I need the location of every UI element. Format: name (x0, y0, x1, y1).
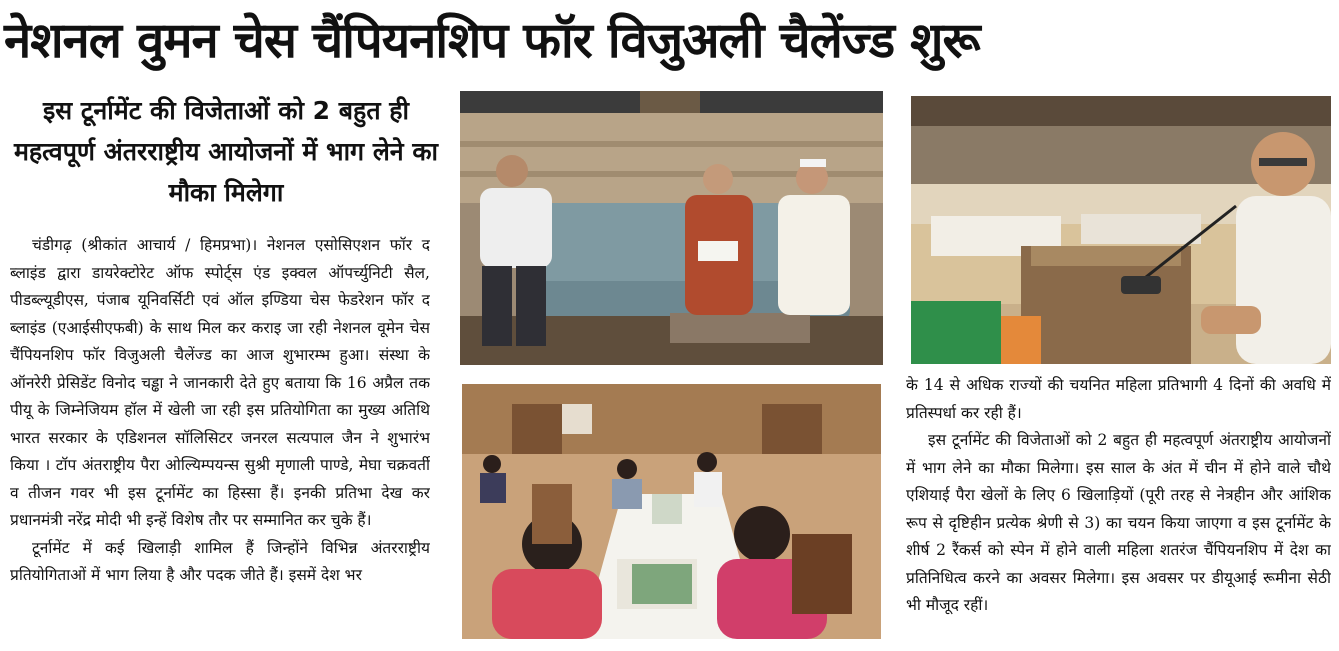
photo-guests (460, 91, 883, 365)
photo-speaker-image (911, 96, 1331, 364)
photo-guests-image (460, 91, 883, 365)
article-paragraph: टूर्नामेंट में कई खिलाड़ी शामिल हैं जिन्होंने विभिन्न अंतरराष्ट्रीय प्रतियोगिताओं में भाग लिया है और पदक जीते हैं। इसमें देश भर (10, 538, 430, 584)
subheadline: इस टूर्नामेंट की विजेताओं को 2 बहुत ही महत्वपूर्ण अंतरराष्ट्रीय आयोजनों में भाग लेने का मौका मिलेगा (13, 96, 439, 207)
photo-speaker (911, 96, 1331, 364)
article-paragraph: के 14 से अधिक राज्यों की चयनित महिला प्रतिभागी 4 दिनों की अवधि में प्रतिस्पर्धा कर रही हैं। (906, 376, 1331, 422)
headline: नेशनल वुमन चेस चैंपियनशिप फॉर विजुअली चैलेंज्ड शुरू (4, 12, 980, 69)
photo-chess-players-image (462, 384, 881, 639)
article-paragraph: इस टूर्नामेंट की विजेताओं को 2 बहुत ही महत्वपूर्ण अंतराष्ट्रीय आयोजनों में भाग लेने का मौका मिलेगा। इस साल के अंत में चीन में होने वाले चौथे एशियाई पैरा खेलों के लिए 6 खिलाड़ियों (पूरी तरह से नेत्रहीन और आंशिक रूप से दृष्टिहीन प्रत्येक श्रेणी से 3) का चयन किया जाएगा व इस टूर्नामेंट के शीर्ष 2 रैंकर्स को स्पेन में होने वाली महिला शतरंज चैंपियनशिप में देश का प्रतिनिधित्व करने का अवसर मिलेगा। इस अवसर पर डीयूआई रूमीना सेठी भी मौजूद रहीं। (906, 431, 1331, 614)
article-column-left (10, 232, 430, 650)
article-paragraph: चंडीगढ़ (श्रीकांत आचार्य / हिमप्रभा)। नेशनल एसोसिएशन फॉर द ब्लाइंड द्वारा डायरेक्टोरेट ऑफ स्पोर्ट्स एंड इक्वल ऑपर्च्युनिटी सैल, पीडब्ल्यूडीएस, पंजाब यूनिवर्सिटी एवं ऑल इण्डिया चेस फेडरेशन फॉर द ब्लाइंड (एआईसीएफबी) के साथ मिल कर कराइ जा रही नेशनल वूमेन चेस चैंपियनशिप फॉर विजुअली चैलेंज्ड का आज शुभारम्भ हुआ। संस्था के ऑनरेरी प्रेसिडेंट विनोद चड्ढा ने जानकारी देते हुए बताया कि 16 अप्रैल तक पीयू के जिम्नेजियम हॉल में खेली जा रही इस प्रतियोगिता का मुख्य अतिथि भारत सरकार के एडिशनल सॉलिसिटर जनरल सत्यपाल जैन ने शुभारंभ किया । टॉप अंतराष्ट्रीय पैरा ओल्यिम्पयन्स सुश्री मृणाली पाण्डे, मेघा चक्रवर्ती व तीजन गवर भी इस टूर्नामेंट का हिस्सा हैं। इनकी प्रतिभा देख कर प्रधानमंत्री नरेंद्र मोदी भी इन्हें विशेष तौर पर सम्मानित कर चुके हैं। (10, 236, 430, 529)
article-column-right (906, 372, 1331, 650)
photo-chess-players (462, 384, 881, 639)
